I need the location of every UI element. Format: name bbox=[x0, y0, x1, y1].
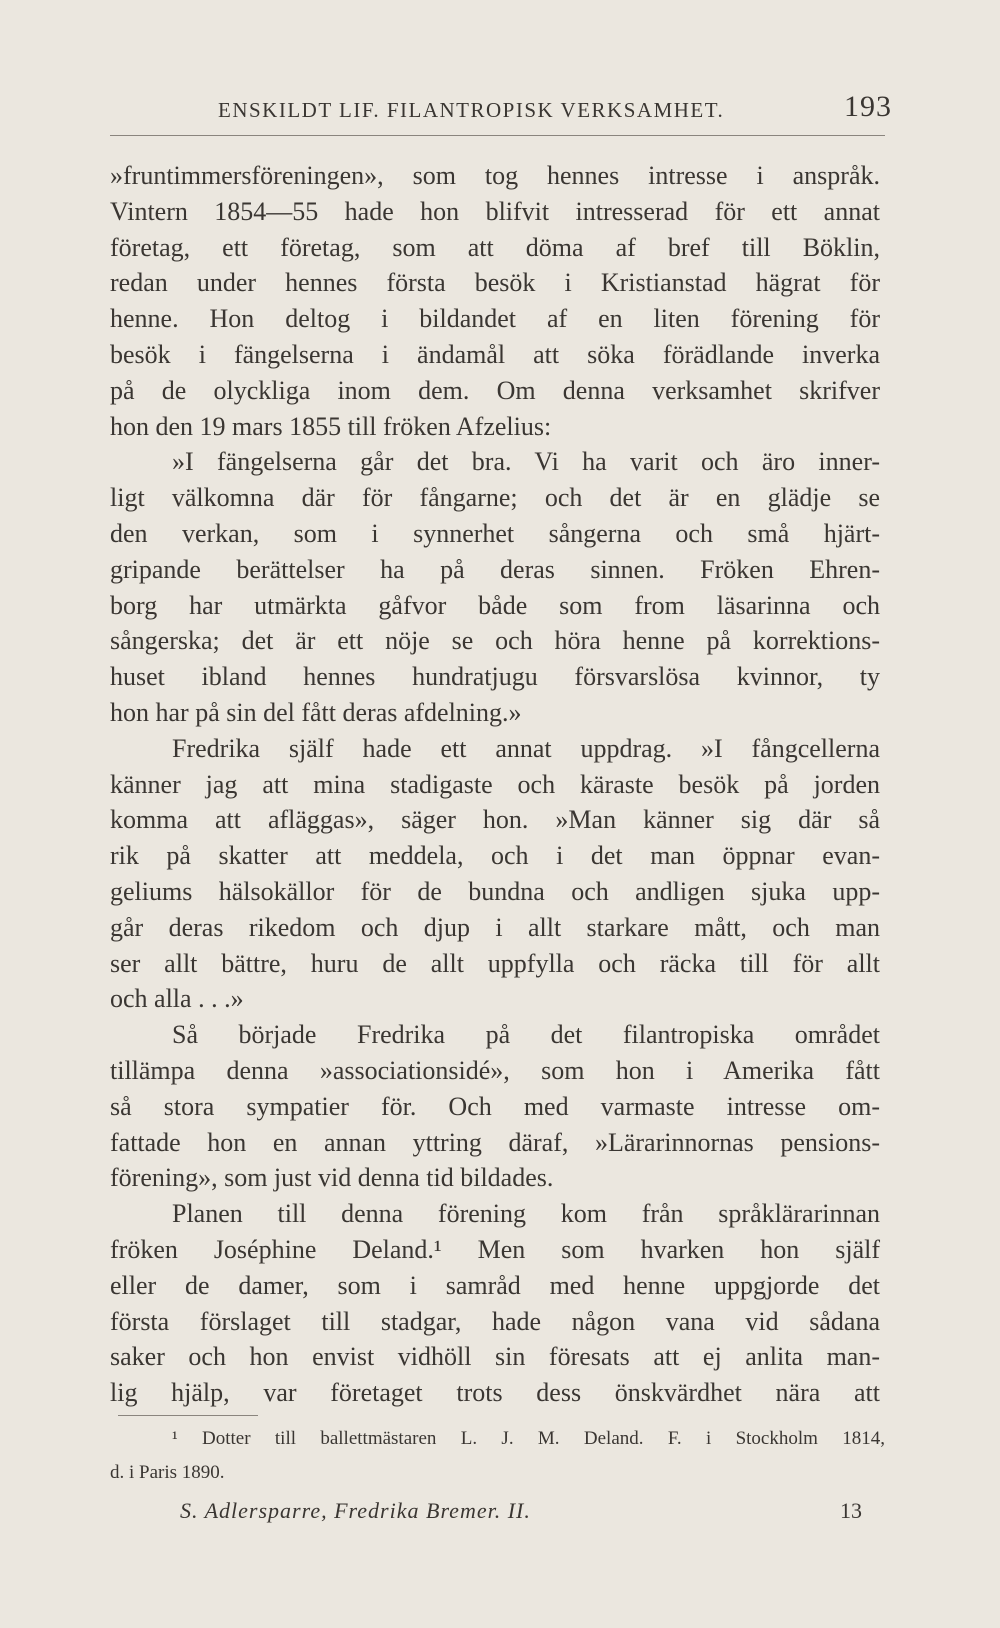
text-line: ligt välkomna där för fångarne; och det är en glädje se bbox=[110, 483, 880, 513]
text-line: lig hjälp, var företaget trots dess önskvärdhet nära att bbox=[110, 1378, 880, 1408]
text-line: Planen till denna förening kom från språklärarinnan bbox=[172, 1199, 880, 1229]
text-line: tillämpa denna »associationsidé», som hon i Amerika fått bbox=[110, 1055, 880, 1085]
text-line: Fredrika själf hade ett annat uppdrag. »I fångcellerna bbox=[172, 733, 880, 763]
header-rule bbox=[110, 135, 885, 136]
running-title: ENSKILDT LIF. FILANTROPISK VERKSAMHET. bbox=[218, 98, 725, 122]
text-line: »I fängelserna går det bra. Vi ha varit och äro inner- bbox=[172, 447, 880, 477]
text-line: redan under hennes första besök i Kristianstad hägrat för bbox=[110, 268, 880, 298]
text-line: hon har på sin del fått deras afdelning.» bbox=[110, 697, 522, 727]
footnote-rule bbox=[118, 1415, 258, 1416]
text-line: ser allt bättre, huru de allt uppfylla och räcka till för allt bbox=[110, 948, 880, 978]
text-line: första förslaget till stadgar, hade någon vana vid sådana bbox=[110, 1306, 880, 1336]
text-line: rik på skatter att meddela, och i det man öppnar evan- bbox=[110, 841, 880, 871]
text-line: gripande berättelser ha på deras sinnen. Fröken Ehren- bbox=[110, 554, 880, 584]
text-line: så stora sympatier för. Och med varmaste intresse om- bbox=[110, 1091, 880, 1121]
text-line: sångerska; det är ett nöje se och höra henne på korrektions- bbox=[110, 626, 880, 656]
text-line: går deras rikedom och djup i allt starkare mått, och man bbox=[110, 912, 880, 942]
printer-signature bbox=[180, 1498, 880, 1534]
page-header bbox=[0, 88, 1000, 128]
signature-number: 13 bbox=[840, 1498, 862, 1523]
text-line: hon den 19 mars 1855 till fröken Afzelius: bbox=[110, 411, 552, 441]
text-line: och alla . . .» bbox=[110, 984, 244, 1014]
page-number: 193 bbox=[844, 90, 892, 123]
text-line: företag, ett företag, som att döma af bref till Böklin, bbox=[110, 232, 880, 262]
text-line: förening», som just vid denna tid bildades. bbox=[110, 1163, 554, 1193]
text-line: fattade hon en annan yttring däraf, »Lärarinnornas pensions- bbox=[110, 1127, 880, 1157]
signature-text: S. Adlersparre, Fredrika Bremer. II. bbox=[180, 1498, 531, 1523]
text-line: komma att afläggas», säger hon. »Man känner sig där så bbox=[110, 805, 880, 835]
text-line: »fruntimmersföreningen», som tog hennes intresse i anspråk. bbox=[110, 161, 880, 190]
text-line: den verkan, som i synnerhet sångerna och små hjärt- bbox=[110, 518, 880, 548]
text-line: geliums hälsokällor för de bundna och andligen sjuka upp- bbox=[110, 876, 880, 906]
text-line: Vintern 1854—55 hade hon blifvit intresserad för ett annat bbox=[110, 196, 880, 226]
text-line: besök i fängelserna i ändamål att söka förädlande inverka bbox=[110, 339, 880, 369]
footnote bbox=[110, 1422, 885, 1490]
body-text bbox=[110, 158, 880, 1411]
text-line: fröken Joséphine Deland.¹ Men som hvarken hon själf bbox=[110, 1234, 880, 1264]
text-line: på de olyckliga inom dem. Om denna verksamhet skrifver bbox=[110, 375, 880, 405]
text-line: känner jag att mina stadigaste och käraste besök på jorden bbox=[110, 769, 880, 799]
text-line: eller de damer, som i samråd med henne uppgjorde det bbox=[110, 1270, 880, 1300]
footnote-line: ¹ Dotter till ballettmästaren L. J. M. Deland. F. i Stockholm 1814, bbox=[172, 1428, 885, 1449]
text-line: Så började Fredrika på det filantropiska området bbox=[172, 1020, 880, 1050]
text-line: henne. Hon deltog i bildandet af en liten förening för bbox=[110, 304, 880, 334]
text-line: huset ibland hennes hundratjugu försvarslösa kvinnor, ty bbox=[110, 662, 880, 692]
text-line: borg har utmärkta gåfvor både som from läsarinna och bbox=[110, 590, 880, 620]
footnote-line: d. i Paris 1890. bbox=[110, 1462, 225, 1483]
text-line: saker och hon envist vidhöll sin föresats att ej anlita man- bbox=[110, 1342, 880, 1372]
